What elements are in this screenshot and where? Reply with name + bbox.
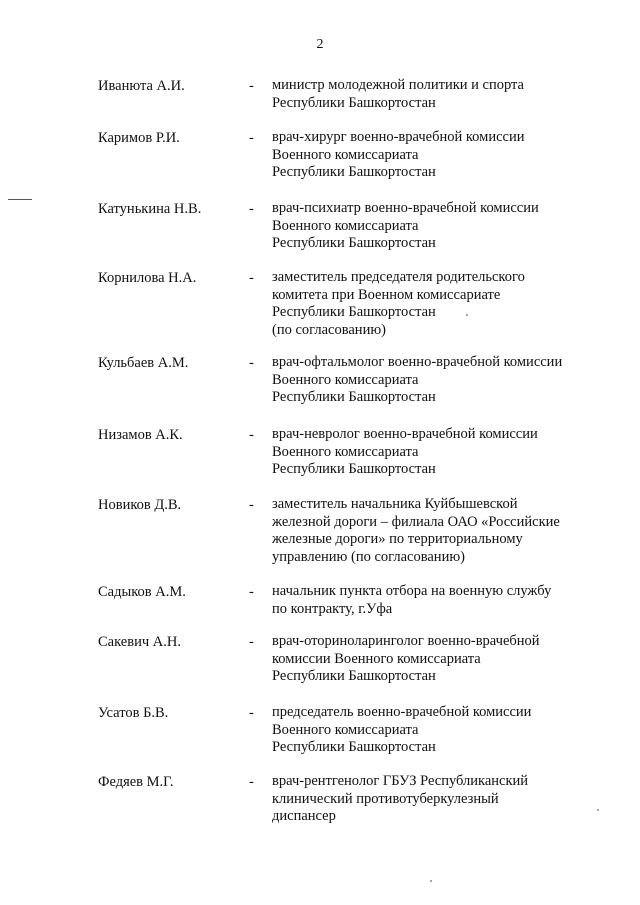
member-role (272, 496, 612, 566)
role-line: заместитель председателя родительского (272, 269, 525, 285)
separator-dash: - (249, 427, 254, 443)
role-line: комитета при Военном комиссариате (272, 286, 501, 303)
separator-dash: - (249, 774, 254, 790)
role-line: врач-невролог военно-врачебной комиссии (272, 426, 538, 442)
role-line: Военного комиссариата (272, 371, 419, 388)
role-line: Республики Башкортостан (272, 389, 436, 405)
role-line: Военного комиссариата (272, 443, 419, 460)
member-name: Новиков Д.В. (98, 497, 182, 513)
role-line: врач-офтальмолог военно-врачебной комиссии (272, 354, 563, 370)
member-role (272, 269, 612, 339)
role-line: (по согласованию) (272, 321, 386, 338)
role-line: клинический противотуберкулезный (272, 790, 499, 807)
separator-dash: - (249, 584, 254, 600)
member-role (272, 354, 612, 407)
role-line: Республики Башкортостан (272, 304, 436, 320)
role-line: диспансер (272, 808, 336, 824)
member-role (272, 773, 612, 826)
separator-dash: - (249, 78, 254, 94)
role-line: Военного комиссариата (272, 721, 419, 738)
separator-dash: - (249, 130, 254, 146)
role-line: железные дороги» по территориальному (272, 531, 523, 547)
role-line: по контракту, г.Уфа (272, 600, 393, 617)
margin-line-mark (8, 199, 32, 200)
role-line: Республики Башкортостан (272, 235, 436, 251)
separator-dash: - (249, 201, 254, 217)
role-line: врач-психиатр военно-врачебной комиссии (272, 200, 539, 216)
separator-dash: - (249, 705, 254, 721)
member-name: Садыков А.М. (98, 584, 186, 600)
member-role (272, 129, 612, 182)
role-line: врач-рентгенолог ГБУЗ Республиканский (272, 773, 529, 789)
role-line: Военного комиссариата (272, 146, 419, 163)
member-name: Иванюта А.И. (98, 78, 185, 94)
scan-speck (430, 880, 432, 882)
member-role (272, 77, 612, 112)
separator-dash: - (249, 270, 254, 286)
role-line: железной дороги – филиала ОАО «Российские (272, 513, 560, 530)
member-role (272, 583, 612, 618)
member-name: Катунькина Н.В. (98, 201, 202, 217)
separator-dash: - (249, 355, 254, 371)
member-name: Низамов А.К. (98, 427, 183, 443)
member-name: Корнилова Н.А. (98, 270, 197, 286)
member-role (272, 200, 612, 253)
role-line: управлению (по согласованию) (272, 548, 465, 565)
role-line: заместитель начальника Куйбышевской (272, 496, 518, 512)
member-name: Федяев М.Г. (98, 774, 174, 790)
member-name: Каримов Р.И. (98, 130, 180, 146)
separator-dash: - (249, 634, 254, 650)
member-name: Кульбаев А.М. (98, 355, 189, 371)
member-name: Усатов Б.В. (98, 705, 169, 721)
role-line: врач-хирург военно-врачебной комиссии (272, 129, 525, 145)
role-line: председатель военно-врачебной комиссии (272, 704, 532, 720)
role-line: Военного комиссариата (272, 217, 419, 234)
role-line: Республики Башкортостан (272, 164, 436, 180)
role-line: врач-оториноларинголог военно-врачебной (272, 633, 540, 649)
role-line: начальник пункта отбора на военную службу (272, 583, 552, 599)
separator-dash: - (249, 497, 254, 513)
role-line: Республики Башкортостан (272, 94, 436, 111)
member-role (272, 426, 612, 479)
member-name: Сакевич А.Н. (98, 634, 181, 650)
member-role (272, 704, 612, 757)
role-line: комиссии Военного комиссариата (272, 650, 481, 667)
role-line: Республики Башкортостан (272, 739, 436, 755)
role-line: Республики Башкортостан (272, 668, 436, 684)
role-line: Республики Башкортостан (272, 461, 436, 477)
page-number: 2 (316, 37, 324, 52)
member-role (272, 633, 612, 686)
role-line: министр молодежной политики и спорта (272, 77, 524, 93)
